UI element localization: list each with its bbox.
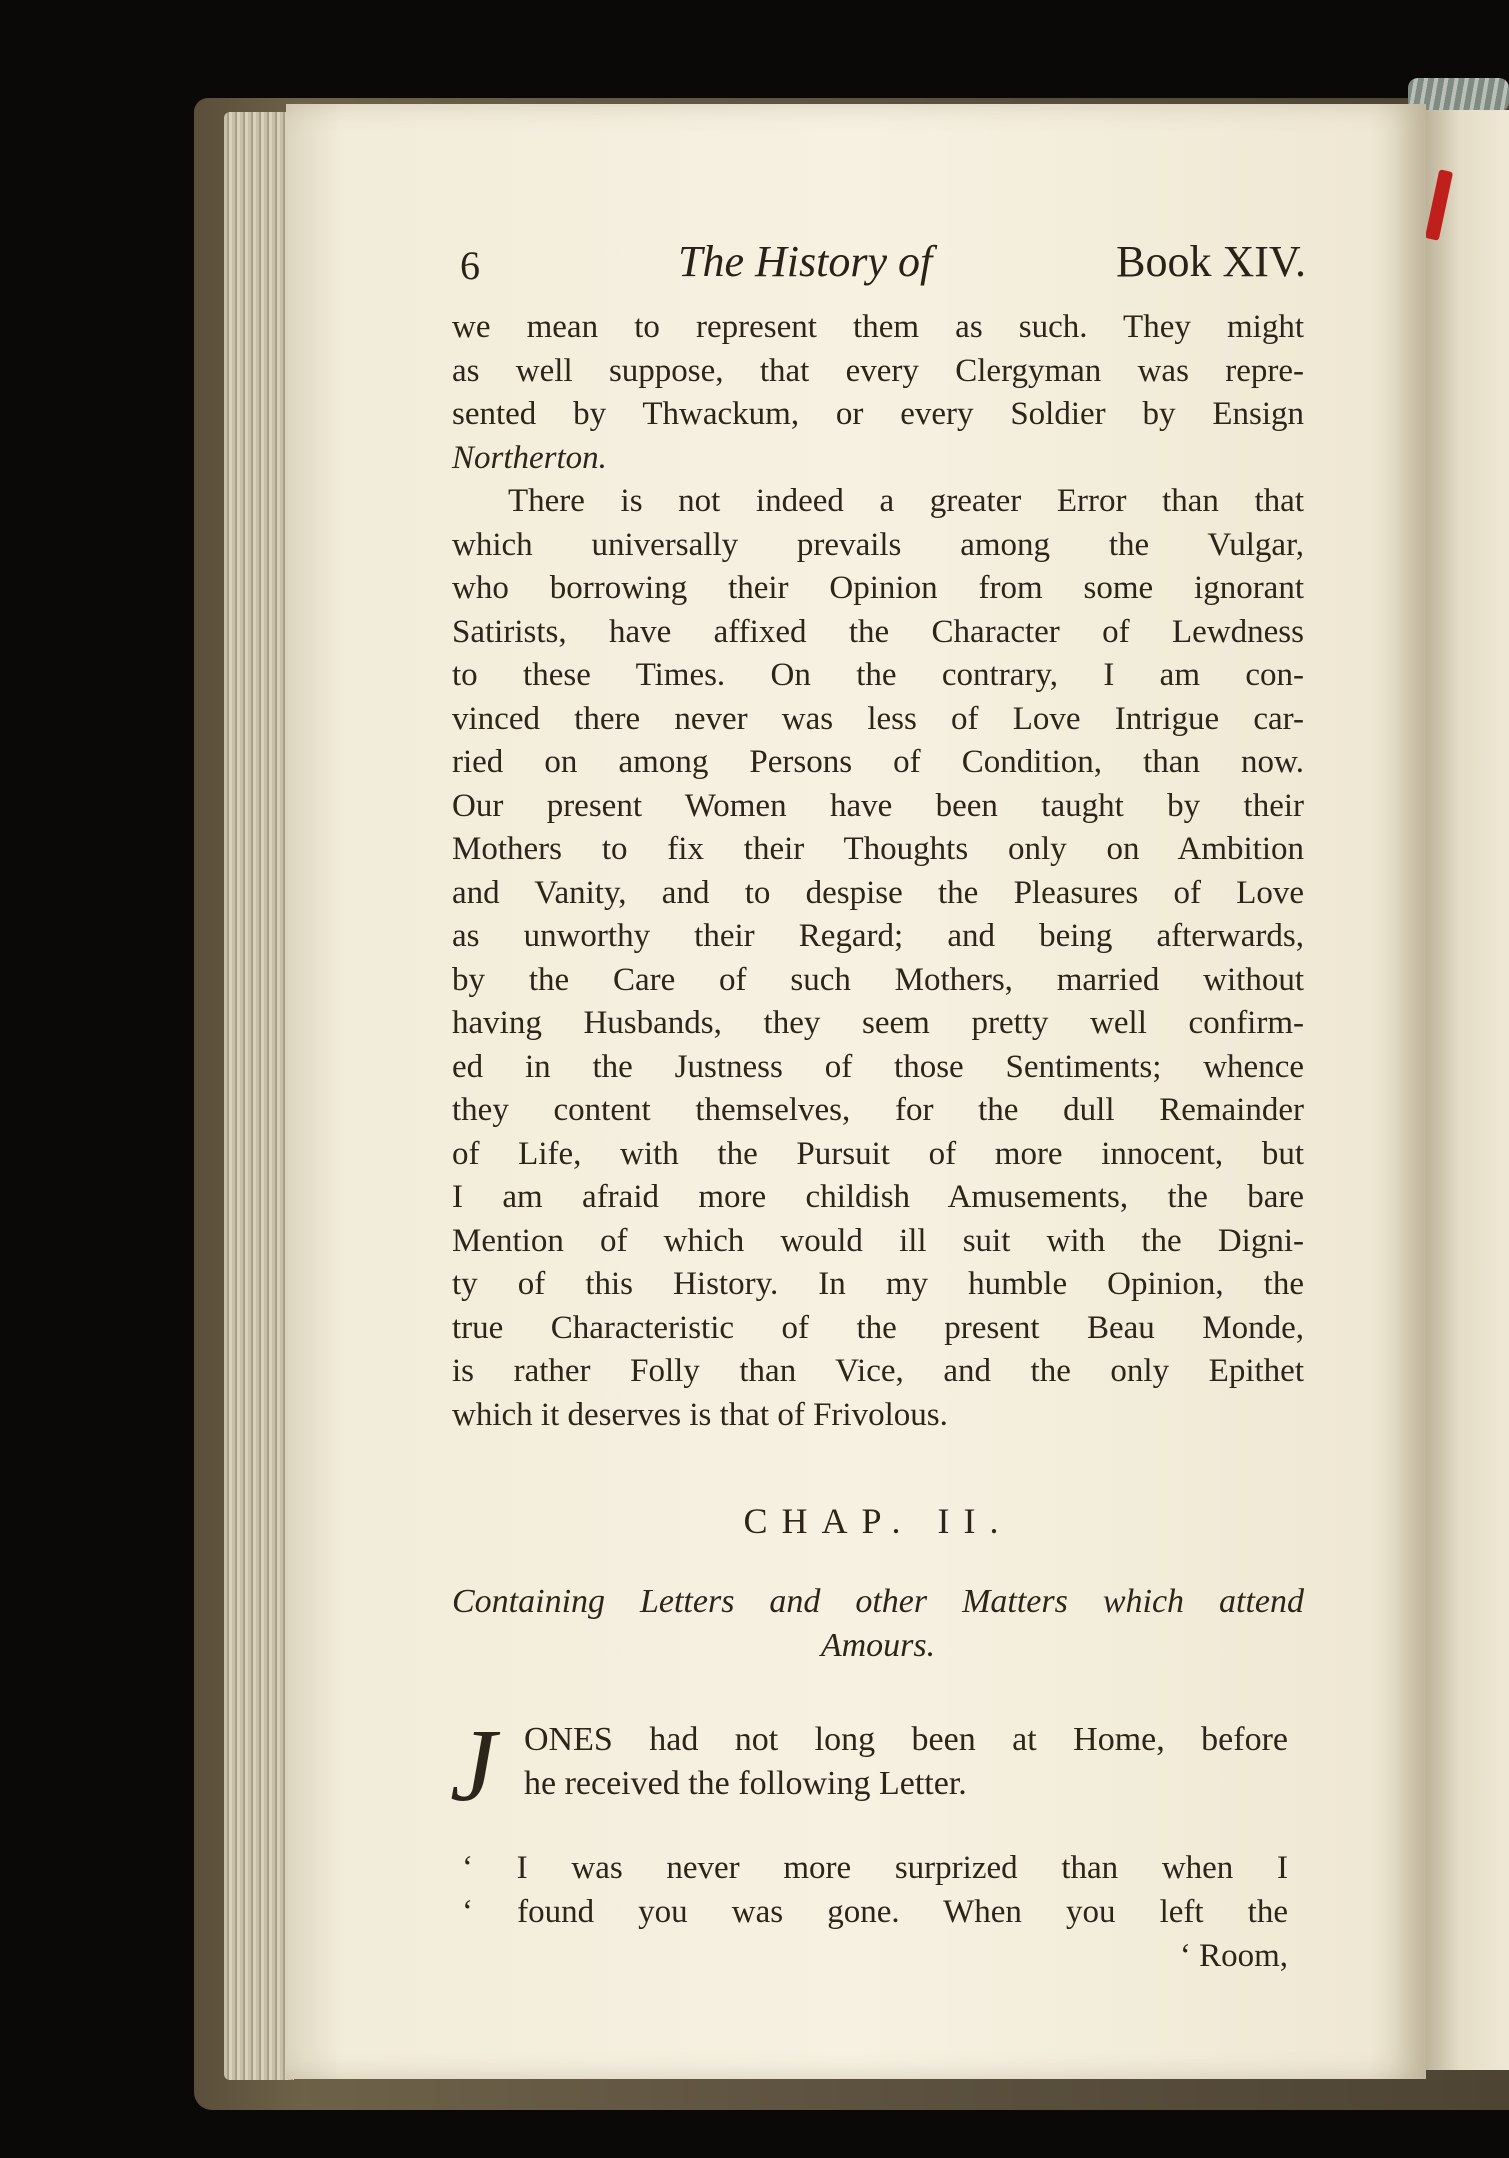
text-line: which it deserves is that of Frivolous.	[452, 1396, 948, 1433]
chapter-subtitle	[452, 1580, 1304, 1668]
text-line: true Characteristic of the present Beau Monde,	[452, 1309, 1304, 1346]
text-line: ried on among Persons of Condition, than now.	[452, 744, 1304, 780]
chapter-subtitle-line: Containing Letters and other Matters which attend	[452, 1583, 1304, 1620]
text-line: ‘ I was never more surprized than when I	[462, 1850, 1288, 1886]
text-line: ONES had not long been at Home, before	[524, 1721, 1288, 1758]
catchword: ‘ Room,	[1179, 1938, 1288, 1974]
drop-cap: J	[450, 1708, 497, 1823]
page-edges	[224, 112, 294, 2080]
book-number: Book XIV.	[1116, 237, 1306, 286]
text-line: to these Times. On the contrary, I am con-	[452, 657, 1304, 693]
chapter-heading: CHAP. II.	[743, 1501, 1013, 1541]
chapter-subtitle-line: Amours.	[820, 1627, 936, 1664]
running-head	[460, 236, 1306, 300]
text-line: Mothers to fix their Thoughts only on Ambition	[452, 831, 1304, 867]
facing-page-edge	[1426, 110, 1509, 2070]
text-line: vinced there never was less of Love Intrigue car-	[452, 700, 1304, 737]
text-line: of Life, with the Pursuit of more innocent, but	[452, 1135, 1304, 1172]
body-text	[452, 306, 1304, 1437]
text-line: we mean to represent them as such. They might	[452, 309, 1304, 345]
text-line: and Vanity, and to despise the Pleasures of Love	[452, 874, 1304, 911]
text-line: as unworthy their Regard; and being afterwards,	[452, 918, 1304, 954]
text-line: as well suppose, that every Clergyman was repre-	[452, 352, 1304, 389]
text-line: There is not indeed a greater Error than that	[508, 483, 1304, 519]
text-line: ‘ found you was gone. When you left the	[462, 1894, 1288, 1930]
running-title: The History of	[678, 237, 933, 286]
text-line: he received the following Letter.	[524, 1765, 967, 1802]
text-line: who borrowing their Opinion from some ignorant	[452, 570, 1304, 606]
text-line: Mention of which would ill suit with the Digni-	[452, 1222, 1304, 1259]
opening-paragraph	[452, 1718, 1288, 1806]
text-line: ty of this History. In my humble Opinion, the	[452, 1266, 1304, 1302]
page-number: 6	[460, 243, 480, 288]
letter-text	[462, 1846, 1288, 1978]
text-line: is rather Folly than Vice, and the only Epithet	[452, 1353, 1304, 1389]
text-line: by the Care of such Mothers, married without	[452, 961, 1304, 998]
text-line: which universally prevails among the Vulgar,	[452, 526, 1304, 563]
text-line: I am afraid more childish Amusements, the bare	[452, 1179, 1304, 1215]
text-line: Our present Women have been taught by their	[452, 787, 1304, 824]
text-line: having Husbands, they seem pretty well confirm-	[452, 1005, 1304, 1041]
text-line: Northerton.	[452, 439, 607, 476]
text-line: they content themselves, for the dull Remainder	[452, 1092, 1304, 1128]
text-line: sented by Thwackum, or every Soldier by Ensign	[452, 396, 1304, 432]
text-line: Satirists, have affixed the Character of Lewdness	[452, 613, 1304, 650]
text-line: ed in the Justness of those Sentiments; whence	[452, 1048, 1304, 1085]
